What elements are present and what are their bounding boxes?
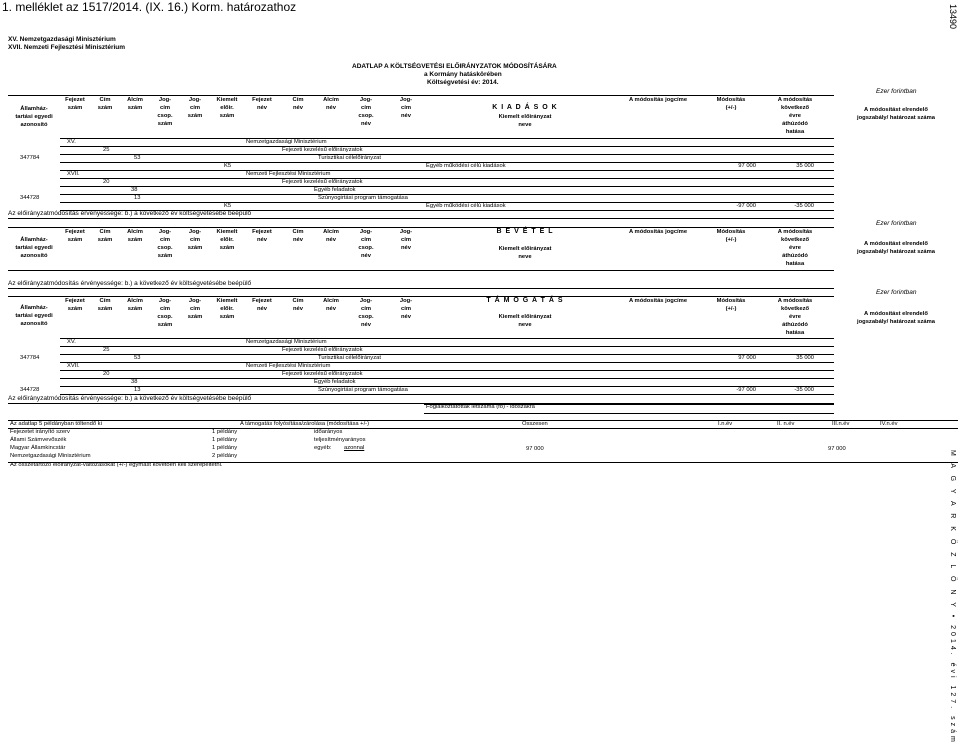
unit-label: Ezer forintban <box>876 220 917 227</box>
recipient-copies: 1 példány <box>212 429 238 435</box>
row-col-a: XV. <box>67 339 76 345</box>
timing-label: időarányos <box>314 429 343 435</box>
header-kiemelt-szam: Kiemelt előir. szám <box>216 97 238 119</box>
main-title: ADATLAP A KÖLTSÉGVETÉSI ELŐIRÁNYZATOK MÓDOSÍTÁSÁRA <box>352 63 557 70</box>
row-col-c: 13 <box>134 195 141 201</box>
osszesen-label: Összesen <box>522 421 548 427</box>
header-cim-nev: Cím név <box>292 229 304 243</box>
header-jogcime: A módosítás jogcíme <box>628 229 688 235</box>
header-kovetkezo: A módosítás következő évre áthúzódó hatása <box>777 229 813 267</box>
recipient-name: Állami Számvevőszék <box>10 437 67 443</box>
header-jogcim-nev: Jog- cím név <box>399 97 413 119</box>
row-col-c: K5 <box>224 163 232 169</box>
header-alcim-nev: Alcím név <box>323 97 339 111</box>
ministry-line-2: XVII. Nemzeti Fejlesztési Minisztérium <box>8 44 126 51</box>
header-jogcim-csop-szam: Jog- cím csop. szám <box>157 298 173 328</box>
header-kiemelt-szam: Kiemelt előir. szám <box>216 298 238 320</box>
row-description: Egyéb feladatok <box>314 379 356 385</box>
header-jogszabaly: A módosítást elrendelő jogszabály/ határozat száma <box>857 311 935 325</box>
header-alcim-nev: Alcím név <box>323 229 339 243</box>
header-fejezet-nev: Fejezet név <box>252 298 272 312</box>
header-jogcim-csop-nev: Jog- cím csop. név <box>358 298 374 328</box>
header-jogszabaly: A módosítást elrendelő jogszabály/ határozat száma <box>857 107 935 121</box>
header-modositas: Módosítás (+/-) <box>716 298 746 312</box>
header-jogcim-szam: Jog- cím szám <box>187 97 203 119</box>
header-org-id: Államház- tartási egyedi azonosító <box>15 237 53 259</box>
header-jogcim-szam: Jog- cím szám <box>187 298 203 320</box>
bevetel-title: B E V É T E L <box>496 228 554 235</box>
tamogatas-title: T Á M O G A T Á S <box>486 297 564 304</box>
header-kiemelt-szam: Kiemelt előir. szám <box>216 229 238 251</box>
header-jogcim-csop-nev: Jog- cím csop. név <box>358 97 374 127</box>
header-fejezet-nev: Fejezet név <box>252 229 272 243</box>
row-modositas: 97 000 <box>738 355 756 361</box>
side-text: M A G Y A R K Ö Z L Ö N Y • 2014. évi 127. szám <box>949 450 956 745</box>
header-kiemelt-nev: Kiemelt előirányzat neve <box>498 314 552 328</box>
header-kiemelt-nev: Kiemelt előirányzat neve <box>498 246 552 260</box>
timing-label: teljesítményarányos <box>314 437 366 443</box>
row-modositas: -97 000 <box>736 203 756 209</box>
header-modositas: Módosítás (+/-) <box>716 229 746 243</box>
row-kovetkezo: -35 000 <box>794 387 814 393</box>
kiadasok-title: K I A D Á S O K <box>492 104 558 111</box>
row-col-b: 20 <box>103 179 110 185</box>
validity-note: Az előirányzatmódosítás érvényessége: b.) a következő év költségvetésébe beépülő <box>8 395 252 402</box>
header-jogcim-csop-szam: Jog- cím csop. szám <box>157 97 173 127</box>
header-kiemelt-nev: Kiemelt előirányzat neve <box>498 114 552 128</box>
row-col-a: 344728 <box>20 195 40 201</box>
row-col-c: 53 <box>134 355 141 361</box>
header-jogcime: A módosítás jogcíme <box>628 97 688 103</box>
row-col-b: 20 <box>103 371 110 377</box>
header-cim-szam: Cím szám <box>97 97 113 111</box>
row-description: Egyéb működési célú kiadások <box>426 163 506 169</box>
recipient-copies: 1 példány <box>212 437 238 443</box>
header-kovetkezo: A módosítás következő évre áthúzódó hatása <box>777 97 813 135</box>
recipient-name: Fejezetet irányító szerv <box>10 429 70 435</box>
payment-label: A támogatás folyósítása/zárolása (módosítása +/-) <box>240 421 370 427</box>
row-kovetkezo: -35 000 <box>794 203 814 209</box>
page-title: 1. melléklet az 1517/2014. (IX. 16.) Korm. határozathoz <box>2 0 297 14</box>
row-description: Nemzeti Fejlesztési Minisztérium <box>246 171 331 177</box>
budget-year: Költségvetési év: 2014. <box>427 79 499 86</box>
header-fejezet-nev: Fejezet név <box>252 97 272 111</box>
row-modositas: -97 000 <box>736 387 756 393</box>
row-modositas: 97 000 <box>738 163 756 169</box>
header-fejezet-szam: Fejezet szám <box>65 97 85 111</box>
row-description: Fejezeti kezelésű előirányzatok <box>282 371 363 377</box>
row-col-c: 53 <box>134 155 141 161</box>
note: Az összetartozó előirányzat-változásokat (+/-) egymást követően kell szerepeltetni. <box>10 462 223 468</box>
validity-note: Az előirányzatmódosítás érvényessége: b.) a következő év költségvetésébe beépülő <box>8 280 252 287</box>
q4-amount: 97 000 <box>828 446 846 452</box>
header-cim-nev: Cím név <box>292 97 304 111</box>
row-description: Fejezeti kezelésű előirányzatok <box>282 179 363 185</box>
recipient-name: Magyar Államkincstár <box>10 445 66 451</box>
recipient-copies: 2 példány <box>212 453 238 459</box>
row-description: Turisztikai célelőirányzat <box>318 355 381 361</box>
header-org-id: Államház- tartási egyedi azonosító <box>15 106 53 128</box>
total-amount: 97 000 <box>526 446 544 452</box>
header-modositas: Módosítás (+/-) <box>716 97 746 111</box>
row-description: Fejezeti kezelésű előirányzatok <box>282 147 363 153</box>
header-jogcim-nev: Jog- cím név <box>399 298 413 320</box>
header-org-id: Államház- tartási egyedi azonosító <box>15 305 53 327</box>
copies-label: Az adatlap 5 példányban töltendő ki <box>10 421 102 427</box>
timing-value: azonnal <box>344 445 365 451</box>
row-kovetkezo: 35 000 <box>796 355 814 361</box>
header-kovetkezo: A módosítás következő évre áthúzódó hatása <box>777 298 813 336</box>
row-col-b: 25 <box>103 347 110 353</box>
row-col-a: 344728 <box>20 387 40 393</box>
q1-label: I.n.év <box>718 421 733 427</box>
header-jogcim-nev: Jog- cím név <box>399 229 413 251</box>
header-alcim-nev: Alcím név <box>323 298 339 312</box>
row-col-c: 38 <box>131 379 138 385</box>
row-description: Nemzetgazdasági Minisztérium <box>246 339 327 345</box>
header-alcim-szam: Alcím szám <box>127 298 143 312</box>
row-description: Szúnyogirtási program támogatása <box>318 387 408 393</box>
row-description: Fejezeti kezelésű előirányzatok <box>282 347 363 353</box>
header-jogcim-szam: Jog- cím szám <box>187 229 203 251</box>
header-jogcime: A módosítás jogcíme <box>628 298 688 304</box>
row-col-a: XVII. <box>67 171 80 177</box>
header-cim-szam: Cím szám <box>97 229 113 243</box>
row-col-a: 347784 <box>20 355 40 361</box>
header-fejezet-szam: Fejezet szám <box>65 298 85 312</box>
row-col-a: XVII. <box>67 363 80 369</box>
row-description: Turisztikai célelőirányzat <box>318 155 381 161</box>
q3-label: III.n.év <box>832 421 850 427</box>
row-kovetkezo: 35 000 <box>796 163 814 169</box>
unit-label: Ezer forintban <box>876 88 917 95</box>
row-description: Nemzetgazdasági Minisztérium <box>246 139 327 145</box>
q4-label: IV.n.év <box>880 421 898 427</box>
header-fejezet-szam: Fejezet szám <box>65 229 85 243</box>
header-cim-nev: Cím név <box>292 298 304 312</box>
row-col-c: 38 <box>131 187 138 193</box>
header-jogcim-csop-szam: Jog- cím csop. szám <box>157 229 173 259</box>
row-description: Egyéb működési célú kiadások <box>426 203 506 209</box>
header-jogcim-csop-nev: Jog- cím csop. név <box>358 229 374 259</box>
row-col-b: 25 <box>103 147 110 153</box>
row-col-a: 347784 <box>20 155 40 161</box>
row-description: Nemzeti Fejlesztési Minisztérium <box>246 363 331 369</box>
header-alcim-szam: Alcím szám <box>127 229 143 243</box>
ministry-line-1: XV. Nemzetgazdasági Minisztérium <box>8 36 116 43</box>
header-cim-szam: Cím szám <box>97 298 113 312</box>
row-description: Egyéb feladatok <box>314 187 356 193</box>
validity-note: Az előirányzatmódosítás érvényessége: b.) a következő év költségvetésébe beépülő <box>8 210 252 217</box>
staff-label: Foglalkoztatottak létszáma (fő) - időszakra <box>426 404 535 410</box>
row-col-a: XV. <box>67 139 76 145</box>
q2-label: II. n.év <box>777 421 795 427</box>
unit-label: Ezer forintban <box>876 289 917 296</box>
row-col-c: 13 <box>134 387 141 393</box>
timing-label: egyéb: <box>314 445 332 451</box>
row-description: Szúnyogirtási program támogatása <box>318 195 408 201</box>
row-col-c: K5 <box>224 203 232 209</box>
recipient-copies: 1 példány <box>212 445 238 451</box>
recipient-name: Nemzetgazdasági Minisztérium <box>10 453 91 459</box>
header-alcim-szam: Alcím szám <box>127 97 143 111</box>
header-jogszabaly: A módosítást elrendelő jogszabály/ határozat száma <box>857 241 935 255</box>
main-subtitle: a Kormány hatáskörében <box>424 71 502 78</box>
page-number: 13490 <box>948 4 958 30</box>
